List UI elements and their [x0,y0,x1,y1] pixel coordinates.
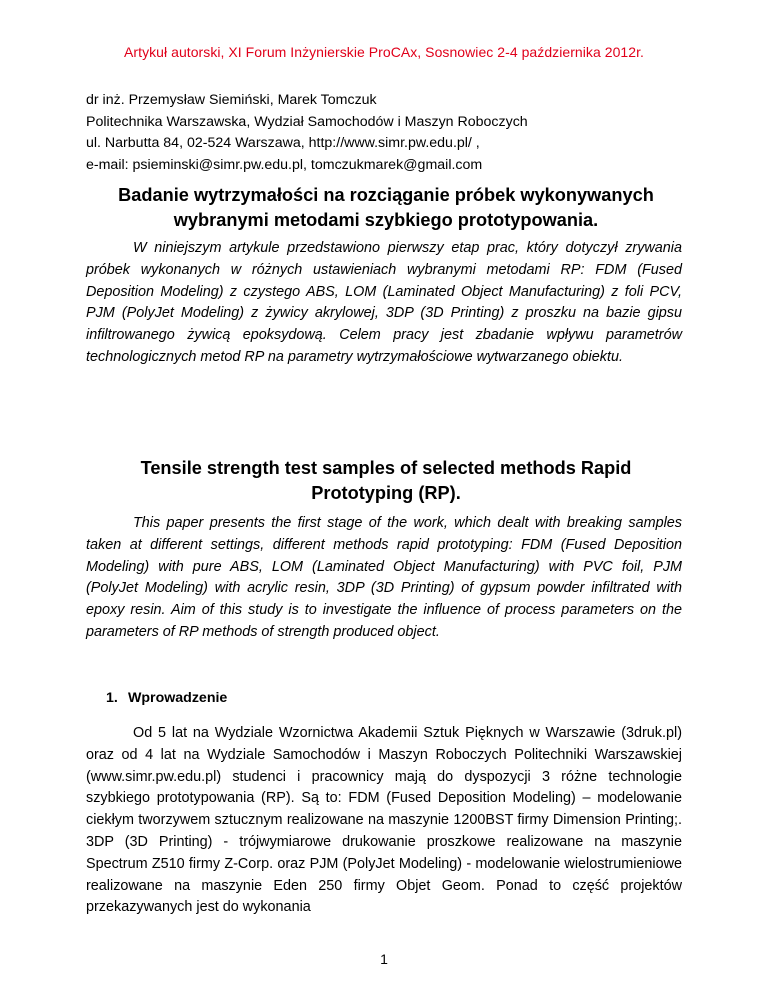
section-body-text: Od 5 lat na Wydziale Wzornictwa Akademii Sztuk Pięknych w Warszawie (3druk.pl) oraz od 4 lat na Wydziale Samochodów i Maszyn Roboczych Politechniki Warszawskiej (www.simr.pw.edu.pl) studenci i pracownicy mają do dyspozycji 3 różne technologie szybkiego prototypowania (RP). Są to: FDM (Fused Deposition Modeling) – modelowanie ciekłym tworzywem sztucznym realizowane na maszynie 1200BST firmy Dimension Printing;. 3DP (3D Printing) - trójwymiarowe drukowanie proszkowe realizowane na maszynie Spectrum Z510 firmy Z-Corp. oraz PJM (PolyJet Modeling) - modelowanie wielostrumieniowe realizowane na maszynie Eden 250 firmy Objet Geom. Ponad to część projektów przekazywanych jest do wykonania [86,725,682,916]
title-polish-line1: Badanie wytrzymałości na rozciąganie próbek wykonywanych [118,185,654,205]
author-affiliation: Politechnika Warszawska, Wydział Samochodów i Maszyn Roboczych [86,113,528,130]
running-header: Artykuł autorski, XI Forum Inżynierskie ProCAx, Sosnowiec 2-4 października 2012r. [124,44,644,60]
abstract-english: This paper presents the first stage of the work, which dealt with breaking samples taken at different settings, different methods rapid prototyping: FDM (Fused Deposition Modeling) with pure ABS, LOM (Laminated Object Manufacturing) with PVC foil, PJM (PolyJet Modeling) with acrylic resin, 3DP (3D Printing) of gypsum powder infiltrated with epoxy resin. Aim of this study is to investigate the influence of process parameters on the parameters of RP methods of strength produced object. [86,515,682,640]
title-polish-line2: wybranymi metodami szybkiego prototypowania. [173,210,599,230]
title-polish [86,183,686,233]
author-address: ul. Narbutta 84, 02-524 Warszawa, http://www.simr.pw.edu.pl/ , [86,135,480,152]
title-english-line1: Tensile strength test samples of selected methods Rapid [140,458,632,478]
abstract-polish: W niniejszym artykule przedstawiono pierwszy etap prac, który dotyczył zrywania próbek wykonanych w różnych ustawieniach wybranymi metodami RP: FDM (Fused Deposition Modeling) z czystego ABS, LOM (Laminated Object Manufacturing) z foli PCV, PJM (PolyJet Modeling) z żywicy akrylowej, 3DP (3D Printing) z proszku na bazie gipsu infiltrowanego żywicą epoksydową. Celem pracy jest zbadanie wpływu parametrów technologicznych metod RP na parametry wytrzymałościowe wytwarzanego obiektu. [86,240,682,365]
title-english-line2: Prototyping (RP). [311,483,461,503]
page-number: 1 [380,951,388,967]
section-heading [106,690,227,706]
title-english [86,456,686,506]
section-title: Wprowadzenie [128,690,228,706]
author-block [86,90,686,177]
author-names: dr inż. Przemysław Siemiński, Marek Tomczuk [86,92,377,108]
author-email: e-mail: psieminski@simr.pw.edu.pl, tomczukmarek@gmail.com [86,157,483,174]
section-number: 1. [106,690,118,706]
